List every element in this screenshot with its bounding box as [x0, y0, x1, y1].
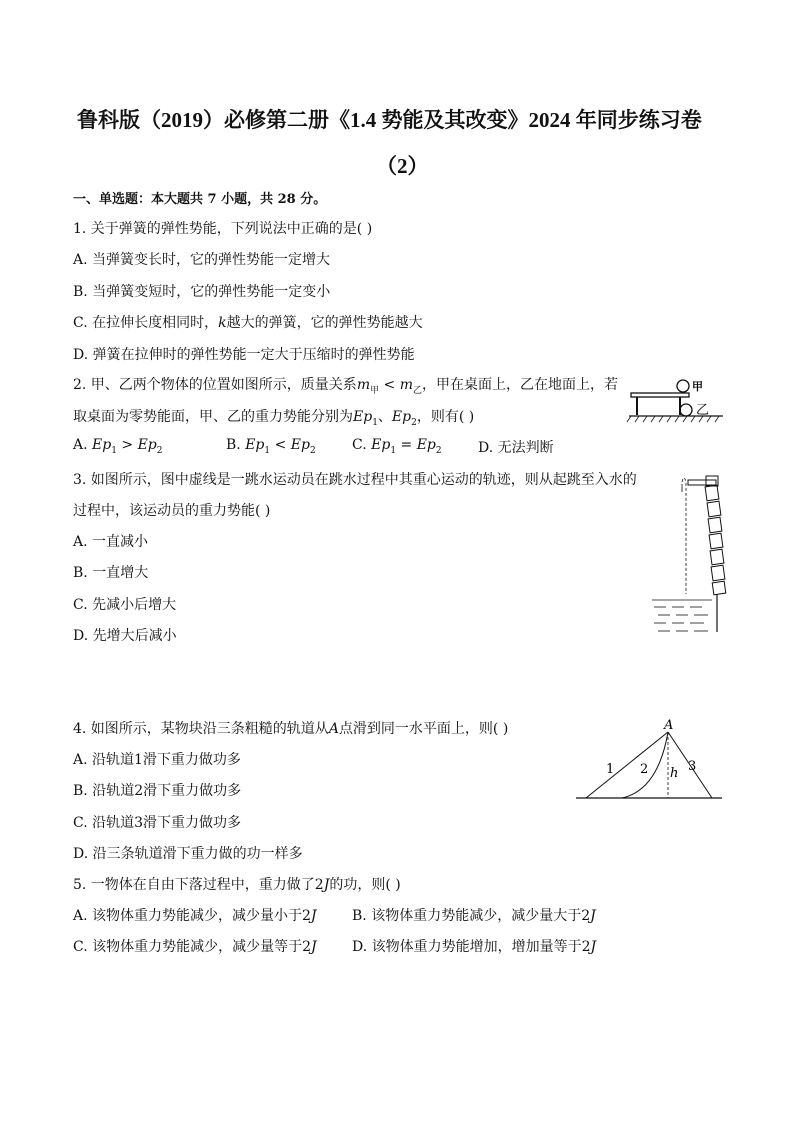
ball-yi [680, 404, 692, 416]
track-1 [586, 732, 668, 798]
q3-option-a: A. 一直减小 [73, 534, 149, 550]
q1-option-d: D. 弹簧在拉伸时的弹性势能一定大于压缩时的弹性势能 [73, 347, 415, 363]
q3-stem-line2: 过程中，该运动员的重力势能( ) [73, 503, 271, 519]
q4-option-b: B. 沿轨道2滑下重力做功多 [73, 783, 242, 799]
q5-option-a: A. 该物体重力势能减少，减少量小于2J [73, 908, 317, 924]
label-yi: 乙 [696, 403, 710, 418]
q5-stem: 5. 一物体在自由下落过程中，重力做了2J的功，则( ) [73, 877, 401, 893]
q2-option-b: B. $Ep_1 < Ep_2$ [226, 437, 316, 456]
ball-jia [677, 380, 689, 392]
label-jia: 甲 [692, 380, 703, 393]
svg-text:A: A [664, 718, 674, 733]
q1-option-c: C. 在拉伸长度相同时，k越大的弹簧，它的弹性势能越大 [73, 315, 423, 331]
q2-option-c: C. $Ep_1 = Ep_2$ [352, 437, 442, 456]
q4-option-c: C. 沿轨道3滑下重力做功多 [73, 815, 242, 831]
q2-option-a: A. $Ep_1 > Ep_2$ [73, 437, 163, 456]
q4-figure [574, 716, 724, 808]
q3-option-c: C. 先减小后增大 [73, 597, 177, 613]
q4-option-d: D. 沿三条轨道滑下重力做的功一样多 [73, 846, 303, 862]
q1-stem: 1. 关于弹簧的弹性势能，下列说法中正确的是( ) [73, 221, 373, 237]
svg-text:2: 2 [640, 762, 649, 777]
q3-option-d: D. 先增大后减小 [73, 628, 177, 644]
svg-text:3: 3 [688, 759, 697, 774]
q3-option-b: B. 一直增大 [73, 565, 149, 581]
svg-text:1: 1 [606, 762, 615, 777]
q5-option-c: C. 该物体重力势能减少，减少量等于2J [73, 939, 317, 955]
page-title-line2: （2） [376, 154, 429, 178]
q5-option-d: D. 该物体重力势能增加，增加量等于2J [352, 939, 597, 955]
q2-stem-line2: 取桌面为零势能面，甲、乙的重力势能分别为$Ep_1$、$Ep_2$，则有( ) [73, 409, 475, 428]
q1-option-a: A. 当弹簧变长时，它的弹性势能一定增大 [73, 252, 331, 268]
q4-stem: 4. 如图所示，某物块沿三条粗糙的轨道从A点滑到同一水平面上，则( ) [73, 721, 509, 737]
section-heading: 一、单选题：本大题共 7 小题，共 28 分。 [73, 192, 327, 207]
q2-stem-line1: 2. 甲、乙两个物体的位置如图所示，质量关系$m_甲 < m_乙$，甲在桌面上，乙在地面上，若 [73, 377, 619, 396]
q2-option-d: D. 无法判断 [478, 440, 554, 456]
svg-text:h: h [670, 766, 679, 781]
q3-figure [648, 470, 728, 638]
q4-option-a: A. 沿轨道1滑下重力做功多 [73, 752, 241, 768]
q5-option-b: B. 该物体重力势能减少，减少量大于2J [352, 908, 596, 924]
q2-figure [628, 372, 728, 428]
q1-option-b: B. 当弹簧变短时，它的弹性势能一定变小 [73, 284, 331, 300]
q3-stem-line1: 3. 如图所示，图中虚线是一跳水运动员在跳水过程中其重心运动的轨迹，则从起跳至入水的 [73, 472, 637, 488]
page-title: 鲁科版（2019）必修第二册《1.4 势能及其改变》2024 年同步练习卷 [77, 108, 702, 132]
